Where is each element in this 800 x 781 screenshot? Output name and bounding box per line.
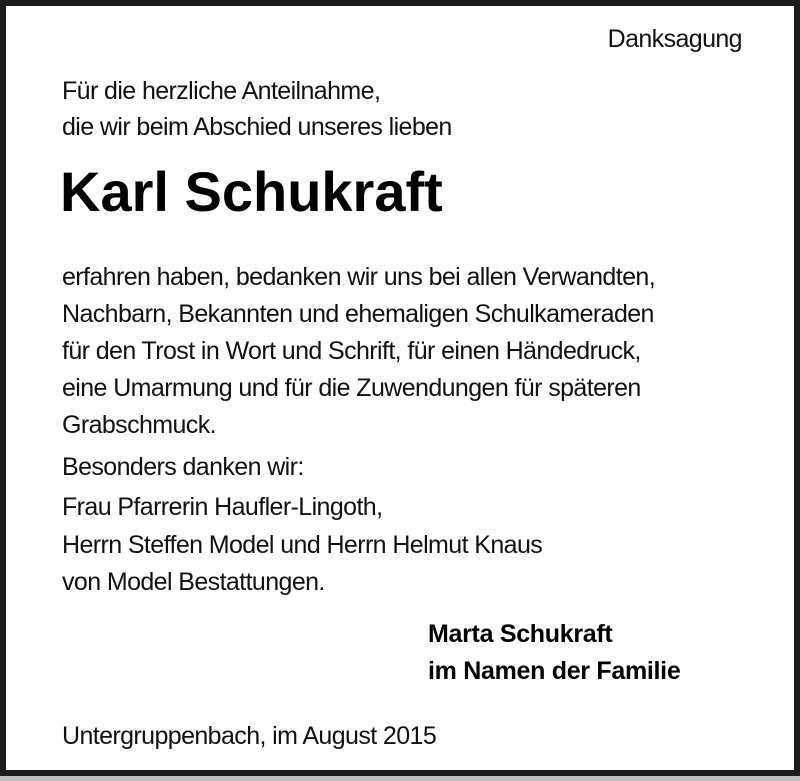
body-line-3: für den Trost in Wort und Schrift, für einen Händedruck, — [62, 337, 641, 365]
bottom-shadow-strip — [0, 776, 800, 781]
signature-name: Marta Schukraft — [428, 620, 613, 648]
body-line-4: eine Umarmung und für die Zuwendungen für späteren — [62, 374, 641, 402]
special-thanks-heading: Besonders danken wir: — [62, 453, 304, 481]
intro-line-2: die wir beim Abschied unseres lieben — [62, 113, 452, 141]
deceased-name: Karl Schukraft — [60, 160, 443, 223]
special-thanks-line-2: Herrn Steffen Model und Herrn Helmut Knaus — [62, 531, 543, 559]
special-thanks-line-3: von Model Bestattungen. — [62, 568, 325, 596]
intro-line-1: Für die herzliche Anteilnahme, — [62, 77, 381, 105]
place-and-date: Untergruppenbach, im August 2015 — [62, 722, 437, 750]
body-line-2: Nachbarn, Bekannten und ehemaligen Schulkameraden — [62, 300, 654, 328]
signature-family: im Namen der Familie — [428, 657, 681, 685]
notice-type-label: Danksagung — [607, 25, 742, 53]
body-line-5: Grabschmuck. — [62, 411, 216, 439]
body-line-1: erfahren haben, bedanken wir uns bei allen Verwandten, — [62, 263, 656, 291]
special-thanks-line-1: Frau Pfarrerin Haufler-Lingoth, — [62, 493, 383, 521]
